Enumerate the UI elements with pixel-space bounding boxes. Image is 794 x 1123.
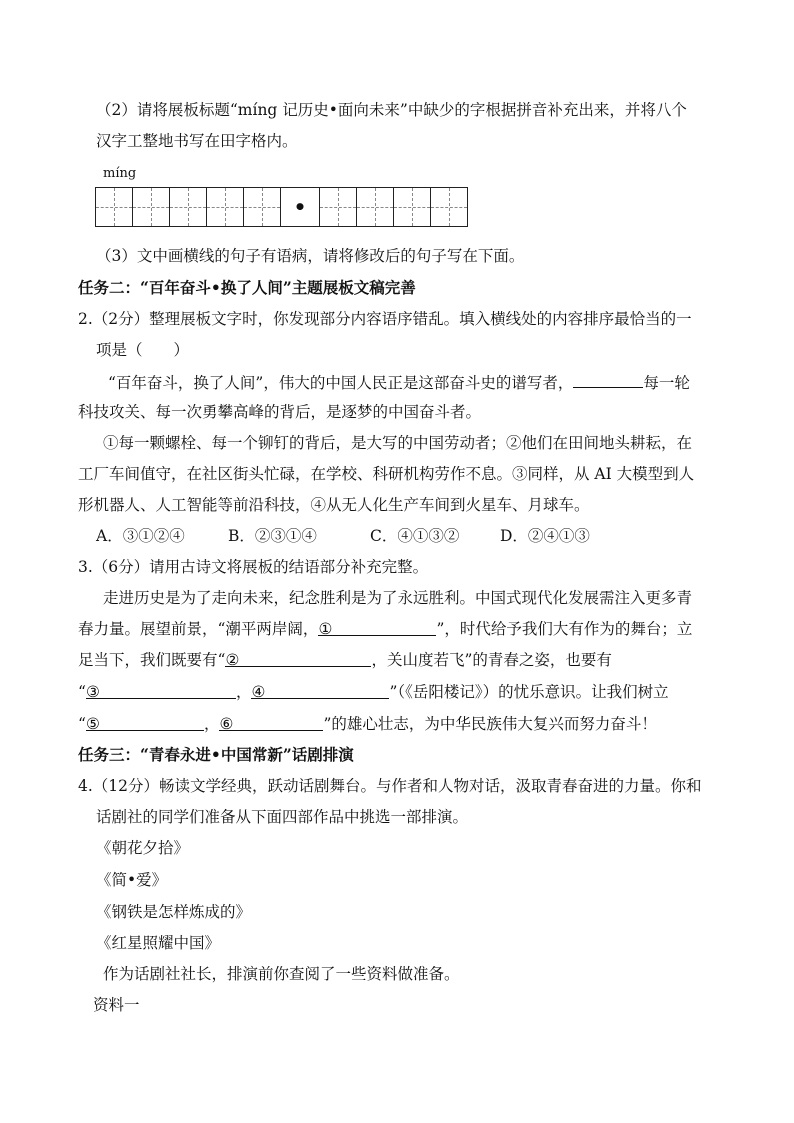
answer-blank[interactable]: [573, 371, 643, 388]
q2-option-a[interactable]: A．③①②④: [96, 527, 185, 545]
q4-line2: 话剧社的同学们准备从下面四部作品中挑选一部排演。: [96, 808, 469, 826]
q1-2-line2: 汉字工整地书写在田字格内。: [96, 132, 298, 150]
q1-3-line: （3）文中画横线的句子有语病，请将修改后的句子写在下面。: [96, 247, 525, 265]
grid-cell[interactable]: [393, 187, 431, 227]
q3-p4: “③ ，④ ”（《岳阳楼记》）的忧乐意识。让我们树立: [78, 683, 669, 701]
q2-option-c[interactable]: C．④①③②: [370, 527, 460, 545]
q3-p3: 足当下，我们既要有“② ，关山度若飞”的青春之姿，也要有: [78, 651, 612, 669]
work-item: 《朝花夕拾》: [96, 839, 190, 857]
grid-cell[interactable]: [169, 187, 207, 227]
poem-blank-1[interactable]: ①: [318, 619, 436, 636]
tianzige-grid[interactable]: [95, 187, 468, 227]
q4-line1: 4.（12分）畅读文学经典，跃动话剧舞台。与作者和人物对话，汲取青春奋进的力量。你和: [78, 777, 702, 795]
task2-title: 任务二：“百年奋斗•换了人间”主题展板文稿完善: [78, 278, 416, 297]
q1-2-line1: （2）请将展板标题“míng 记历史•面向未来”中缺少的字根据拼音补充出来，并将八个: [96, 101, 687, 119]
q2-passage-line2: 科技攻关、每一次勇攀高峰的背后，是逐梦的中国奋斗者。: [78, 403, 482, 421]
grid-cell[interactable]: [430, 187, 468, 227]
q3-line1: 3.（6分）请用古诗文将展板的结语部分补充完整。: [78, 558, 429, 576]
work-item: 《红星照耀中国》: [96, 934, 221, 952]
q2-passage-line5: 形机器人、人工智能等前沿科技，④从无人化生产车间到火星车、月球车。: [78, 496, 590, 514]
q4-line3: 作为话剧社社长，排演前你查阅了一些资料做准备。: [103, 965, 460, 983]
grid-cell[interactable]: [206, 187, 244, 227]
work-item: 《简•爱》: [96, 871, 168, 889]
poem-blank-5[interactable]: ⑤: [86, 714, 204, 731]
poem-blank-4[interactable]: ④: [251, 682, 389, 699]
q3-p2: 春力量。展望前景，“潮平两岸阔，① ”，时代给予我们大有作为的舞台；立: [78, 620, 693, 638]
q2-option-b[interactable]: B．②③①④: [228, 527, 317, 545]
grid-cell[interactable]: [132, 187, 170, 227]
q2-passage-line4: 工厂车间值守，在社区街头忙碌，在学校、科研机构劳作不息。③同样，从 AI 大模型到人: [78, 465, 695, 483]
work-item: 《钢铁是怎样炼成的》: [96, 903, 252, 921]
grid-cell[interactable]: [319, 187, 357, 227]
grid-cell[interactable]: [95, 187, 133, 227]
grid-cell[interactable]: [243, 187, 281, 227]
q2-passage-line3: ①每一颗螺栓、每一个铆钉的背后，是大写的中国劳动者；②他们在田间地头耕耘，在: [103, 434, 693, 452]
q3-p1: 走进历史是为了走向未来，纪念胜利是为了永远胜利。中国式现代化发展需注入更多青: [103, 589, 693, 607]
grid-cell[interactable]: [356, 187, 394, 227]
q3-p5: “⑤ ，⑥ ”的雄心壮志，为中华民族伟大复兴而努力奋斗！: [78, 715, 657, 733]
pinyin-label: míng: [103, 166, 137, 181]
grid-dot-cell: •: [280, 187, 320, 227]
q4-line4: 资料一: [93, 996, 140, 1014]
poem-blank-2[interactable]: ②: [225, 650, 371, 667]
poem-blank-6[interactable]: ⑥: [219, 714, 323, 731]
q2-option-d[interactable]: D．②④①③: [500, 527, 590, 545]
task3-title: 任务三：“青春永进•中国常新”话剧排演: [78, 745, 354, 764]
q2-passage-line1: “百年奋斗，换了人间”，伟大的中国人民正是这部奋斗史的谱写者， 每一轮: [108, 371, 690, 393]
q2-line1: 2.（2分）整理展板文字时，你发现部分内容语序错乱。填入横线处的内容排序最恰当的一: [78, 310, 692, 328]
poem-blank-3[interactable]: ③: [86, 682, 236, 699]
q2-line2: 项是（ ）: [96, 341, 190, 359]
